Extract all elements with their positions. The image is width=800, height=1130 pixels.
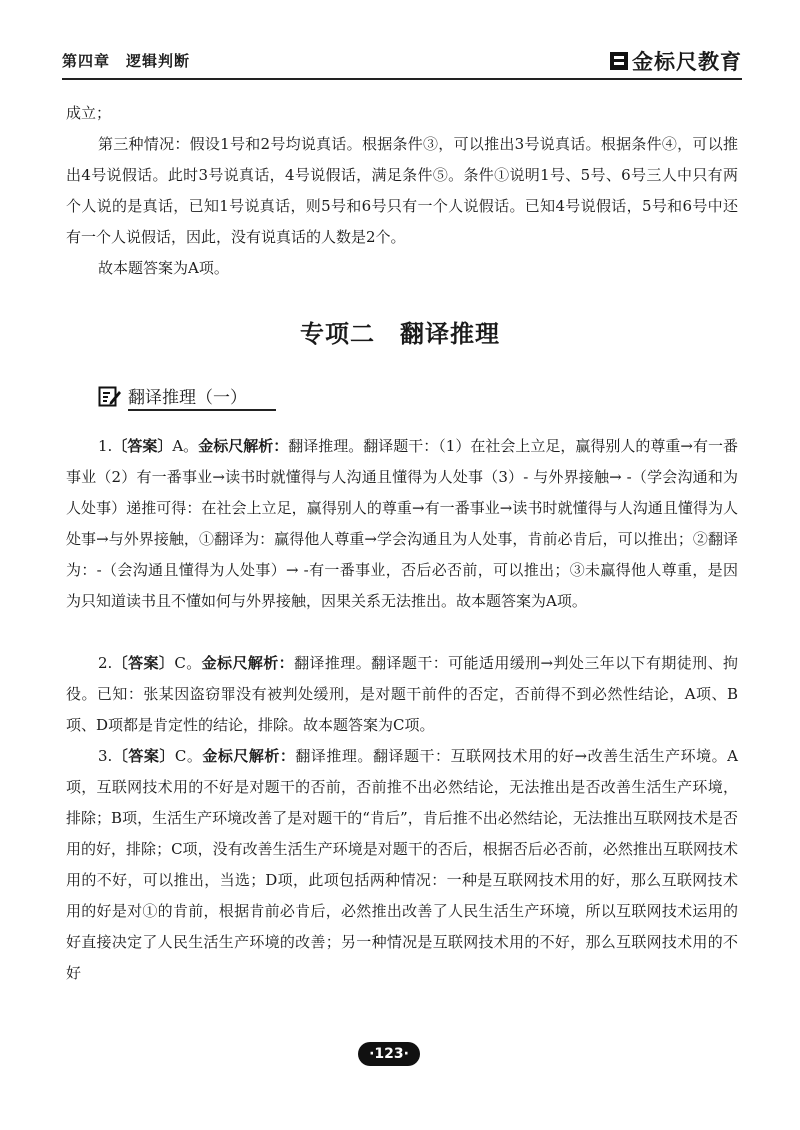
- answer-number: 3.: [98, 747, 113, 765]
- analysis-label: 金标尺解析：: [198, 437, 289, 455]
- answer-tag: 〔答案〕: [112, 437, 173, 455]
- answer-tag: 〔答案〕: [112, 654, 175, 672]
- brand-mark-icon: [609, 51, 629, 71]
- pencil-note-icon: [98, 385, 122, 407]
- analysis-label: 金标尺解析：: [201, 654, 295, 672]
- answer-2: [66, 648, 738, 741]
- answer-tag: 〔答案〕: [112, 747, 175, 765]
- answer-number: 1.: [98, 437, 113, 455]
- page-number: ·123·: [358, 1042, 420, 1066]
- subsection-header: [98, 383, 247, 408]
- analysis-text: 翻译推理。翻译题干：可能适用缓刑→判处三年以下有期徒刑、拘役。已知：张某因盗窃罪没有被判处缓刑，是对题干前件的否定，否前得不到必然性结论，A项、B项、D项都是肯定性的结论，排除。故本题答案为C项。: [66, 654, 738, 734]
- chapter-title: 第四章 逻辑判断: [62, 52, 191, 70]
- analysis-text: 翻译推理。翻译题干：（1）在社会上立足，赢得别人的尊重→有一番事业（2）有一番事业→读书时就懂得与人沟通且懂得为人处事（3）- 与外界接触→ -（学会沟通和为人处事）递推可得：在社会上立足，赢得别人的尊重→有一番事业→读书时就懂得与人沟通且懂得为人处事→与外界接触，①翻译为：赢得他人尊重→学会沟通且为人处事，肯前必肯后，可以推出；②翻译为：-（会沟通且懂得为人处事）→ -有一番事业，否后必否前，可以推出；③未赢得他人尊重，是因为只知道读书且不懂如何与外界接触，因果关系无法推出。故本题答案为A项。: [66, 437, 738, 610]
- conclusion-paragraph: 故本题答案为A项。: [98, 259, 229, 277]
- answer-letter: A。: [172, 437, 199, 455]
- answer-letter: C。: [174, 654, 202, 672]
- page-header: [62, 46, 742, 74]
- answer-3: [66, 741, 738, 989]
- answer-number: 2.: [98, 654, 113, 672]
- section-title: 专项二 翻译推理: [300, 320, 500, 348]
- answer-1: [66, 431, 738, 617]
- subsection-title: 翻译推理（一）: [128, 388, 247, 408]
- continued-line: 成立；: [66, 104, 112, 122]
- case3-paragraph: 第三种情况：假设1号和2号均说真话。根据条件③，可以推出3号说真话。根据条件④，可以推出4号说假话。此时3号说真话，4号说假话，满足条件⑤。条件①说明1号、5号、6号三人中只有两个人说的是真话，已知1号说真话，则5号和6号只有一个人说假话。已知4号说假话，5号和6号中还有一个人说假话，因此，没有说真话的人数是2个。: [66, 135, 738, 246]
- header-rule: [62, 78, 742, 80]
- analysis-label: 金标尺解析：: [202, 747, 296, 765]
- subsection-underline: [128, 409, 276, 411]
- answer-letter: C。: [174, 747, 203, 765]
- analysis-text: 翻译推理。翻译题干：互联网技术用的好→改善生活生产环境。A项，互联网技术用的不好是对题干的否前，否前推不出必然结论，无法推出是否改善生活生产环境，排除；B项，生活生产环境改善了是对题干的“肯后”，肯后推不出必然结论，无法推出互联网技术是否用的好，排除；C项，没有改善生活生产环境是对题干的否后，根据否后必否前，必然推出互联网技术用的不好，可以推出，当选；D项，此项包括两种情况：一种是互联网技术用的好，那么互联网技术用的好是对①的肯前，根据肯前必肯后，必然推出改善了人民生活生产环境，所以互联网技术运用的好直接决定了人民生活生产环境的改善；另一种情况是互联网技术用的不好，那么互联网技术用的不好: [66, 747, 738, 982]
- brand-name: 金标尺教育: [632, 50, 742, 74]
- brand-logo: [609, 46, 742, 76]
